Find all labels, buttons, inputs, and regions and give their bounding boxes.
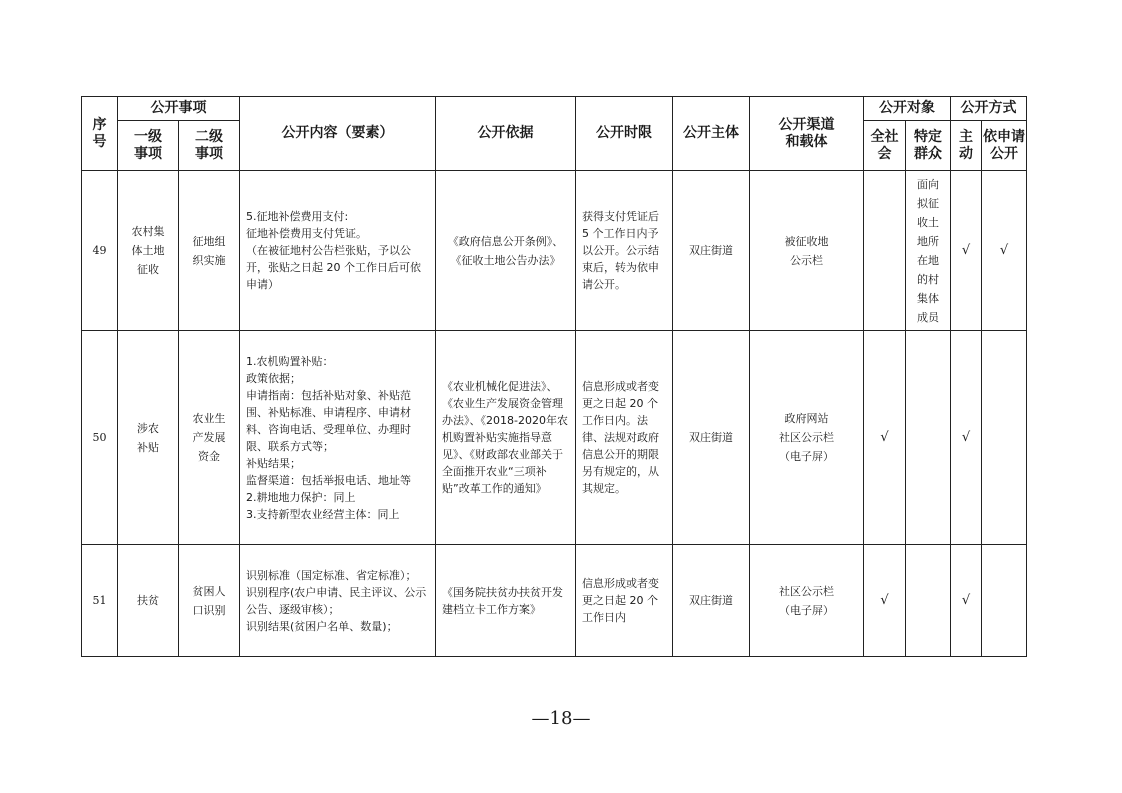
header-whole: 全社 会 — [864, 121, 906, 171]
disclosure-time: 信息形成或者变更之日起 20 个工作日内。法律、法规对政府信息公开的期限另有规定的，从其规定。 — [576, 331, 673, 545]
disclosure-content: 1.农机购置补贴： 政策依据； 申请指南：包括补贴对象、补贴范围、补贴标准、申请程序、申请材料、咨询电话、受理单位、办理时限、联系方式等； 补贴结果； 监督渠道：包括举报电话、地址等 2.耕地地力保护：同上 3.支持新型农业经营主体：同上 — [240, 331, 436, 545]
header-subject: 公开主体 — [673, 97, 750, 171]
table-row — [82, 331, 1027, 545]
disclosure-content: 5.征地补偿费用支付: 征地补偿费用支付凭证。 （在被征地村公告栏张贴，予以公开，张贴之日起 20 个工作日后可依申请） — [240, 171, 436, 331]
disclosure-basis: 《政府信息公开条例》、 《征收土地公告办法》 — [436, 171, 576, 331]
row-number: 50 — [82, 331, 118, 545]
header-basis: 公开依据 — [436, 97, 576, 171]
disclosure-channel: 社区公示栏 （电子屏） — [750, 545, 864, 657]
disclosure-subject: 双庄街道 — [673, 331, 750, 545]
target-specific: 面向 拟征 收土 地所 在地 的村 集体 成员 — [906, 171, 951, 331]
method-active: √ — [951, 171, 982, 331]
disclosure-time: 信息形成或者变更之日起 20 个工作日内 — [576, 545, 673, 657]
header-channel: 公开渠道 和载体 — [750, 97, 864, 171]
level2-matter: 征地组 织实施 — [179, 171, 240, 331]
header-active: 主 动 — [951, 121, 982, 171]
header-matter: 公开事项 — [118, 97, 240, 121]
method-apply — [982, 331, 1027, 545]
row-number: 49 — [82, 171, 118, 331]
disclosure-basis: 《农业机械化促进法》、《农业生产发展资金管理办法》、《2018-2020年农机购置补贴实施指导意见》、《财政部农业部关于全面推开农业“三项补贴”改革工作的通知》 — [436, 331, 576, 545]
disclosure-table — [81, 96, 1027, 657]
header-row-1 — [82, 97, 1027, 121]
header-apply: 依申请 公开 — [982, 121, 1027, 171]
header-method: 公开方式 — [951, 97, 1027, 121]
disclosure-time: 获得支付凭证后 5 个工作日内予以公开。公示结束后，转为依申请公开。 — [576, 171, 673, 331]
method-apply — [982, 545, 1027, 657]
disclosure-subject: 双庄街道 — [673, 545, 750, 657]
header-time: 公开时限 — [576, 97, 673, 171]
level2-matter: 农业生 产发展 资金 — [179, 331, 240, 545]
target-whole — [864, 171, 906, 331]
header-specific: 特定 群众 — [906, 121, 951, 171]
target-specific — [906, 545, 951, 657]
header-content: 公开内容（要素） — [240, 97, 436, 171]
target-whole: √ — [864, 545, 906, 657]
disclosure-subject: 双庄街道 — [673, 171, 750, 331]
header-seq: 序 号 — [82, 97, 118, 171]
table-row — [82, 545, 1027, 657]
header-target: 公开对象 — [864, 97, 951, 121]
table-row — [82, 171, 1027, 331]
header-level2: 二级 事项 — [179, 121, 240, 171]
method-active: √ — [951, 331, 982, 545]
target-whole: √ — [864, 331, 906, 545]
disclosure-basis: 《国务院扶贫办扶贫开发建档立卡工作方案》 — [436, 545, 576, 657]
header-level1: 一级 事项 — [118, 121, 179, 171]
disclosure-content: 识别标准（国定标准、省定标准）； 识别程序(农户申请、民主评议、公示公告、逐级审核）； 识别结果(贫困户名单、数量)； — [240, 545, 436, 657]
level1-matter: 扶贫 — [118, 545, 179, 657]
row-number: 51 — [82, 545, 118, 657]
target-specific — [906, 331, 951, 545]
level1-matter: 农村集 体土地 征收 — [118, 171, 179, 331]
method-active: √ — [951, 545, 982, 657]
disclosure-channel: 被征收地 公示栏 — [750, 171, 864, 331]
disclosure-channel: 政府网站 社区公示栏 （电子屏） — [750, 331, 864, 545]
level2-matter: 贫困人 口识别 — [179, 545, 240, 657]
page-number: —18— — [531, 708, 591, 729]
method-apply: √ — [982, 171, 1027, 331]
level1-matter: 涉农 补贴 — [118, 331, 179, 545]
